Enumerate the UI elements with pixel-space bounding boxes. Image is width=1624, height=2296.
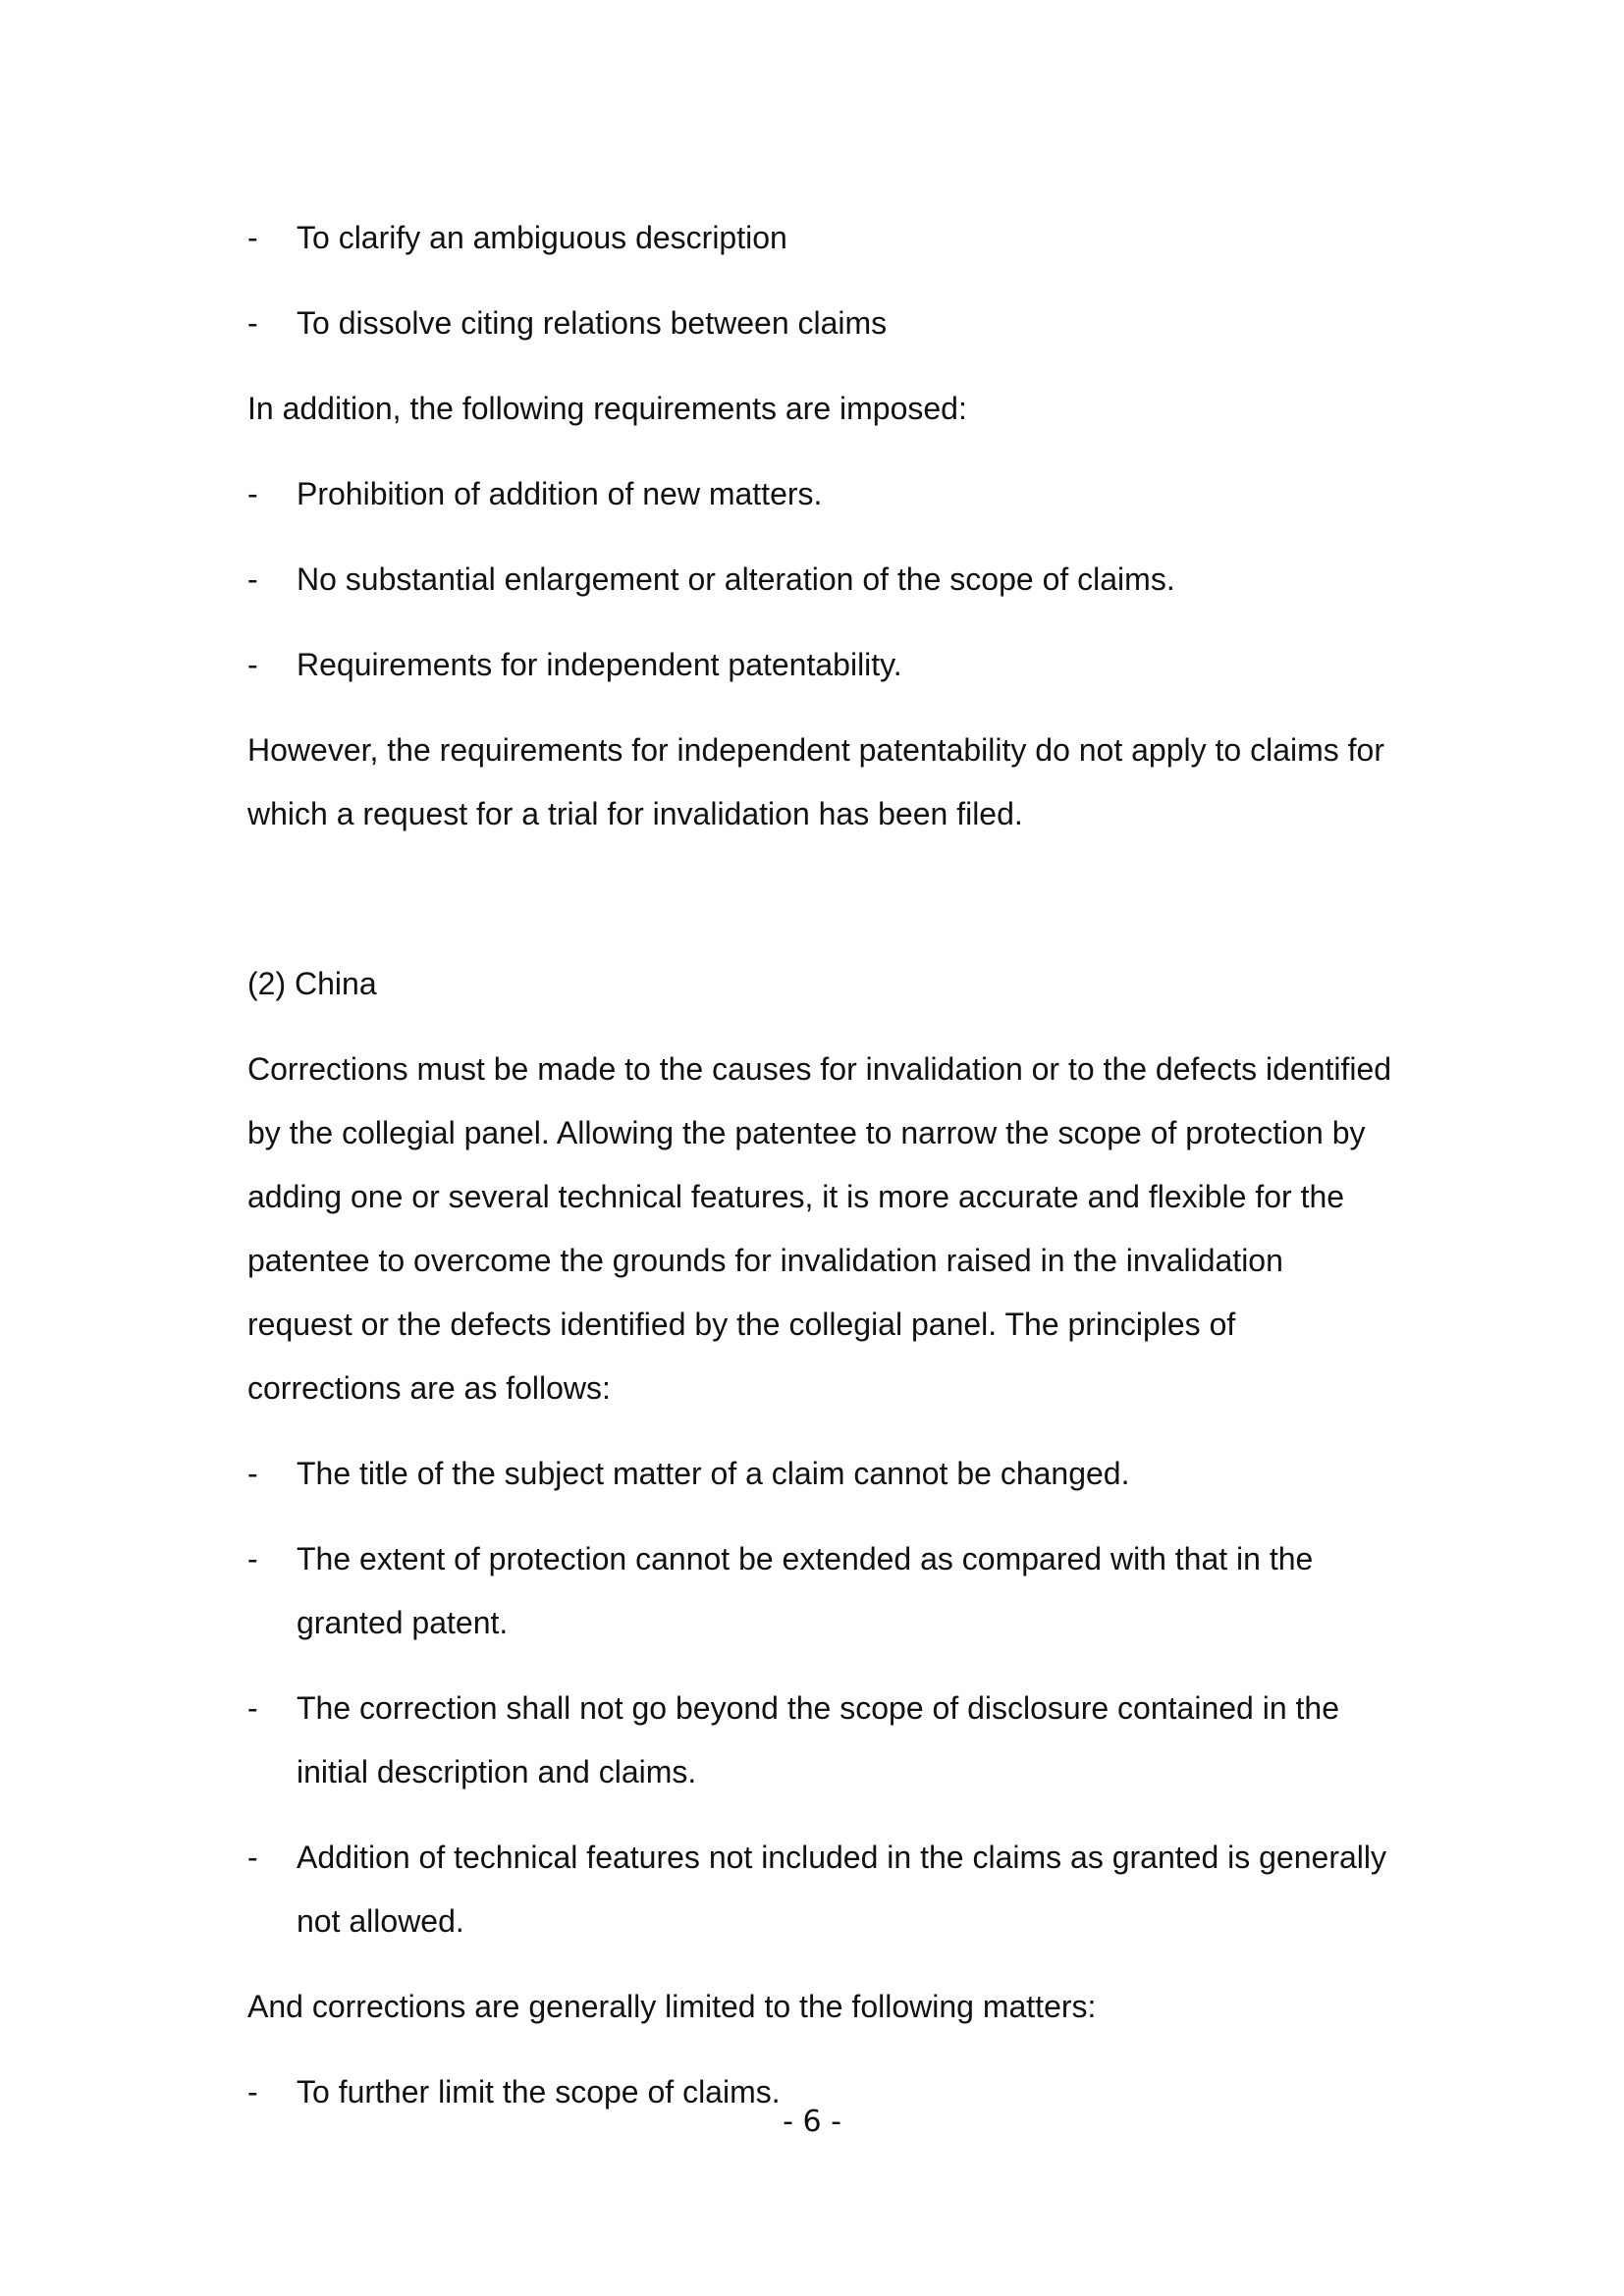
- bullet-dash: -: [247, 1690, 258, 1726]
- list-item: [247, 206, 1396, 270]
- bullet-dash: -: [247, 305, 258, 341]
- bullet-dash: -: [247, 1840, 258, 1875]
- list-item-text: To dissolve citing relations between claims: [297, 305, 888, 341]
- list-item-text: Requirements for independent patentability.: [297, 647, 902, 682]
- additional-requirements-intro: In addition, the following requirements are imposed:: [247, 391, 967, 426]
- bullet-dash: -: [247, 561, 258, 597]
- list-item-text: No substantial enlargement or alteration of the scope of claims.: [297, 561, 1175, 597]
- list-item-text: To further limit the scope of claims.: [297, 2074, 781, 2109]
- page-number: - 6 -: [783, 2105, 841, 2139]
- list-item: [247, 633, 1396, 697]
- list-item-text: Prohibition of addition of new matters.: [297, 476, 823, 511]
- china-intro-paragraph: Corrections must be made to the causes for invalidation or to the defects identified by the collegial panel. Allowing the patentee to narrow the scope of protection by adding one or several technical features, it is more accurate and flexible for the patentee to overcome the grounds for invalidation raised in the invalidation request or the defects identified by the collegial panel. The principles of corrections are as follows:: [247, 1051, 1392, 1406]
- list-item-text: The extent of protection cannot be extended as compared with that in the granted patent.: [297, 1541, 1314, 1640]
- list-item: [247, 1527, 1396, 1655]
- bullet-dash: -: [247, 2074, 258, 2109]
- list-item: [247, 1677, 1396, 1804]
- bullet-dash: -: [247, 647, 258, 682]
- list-item: [247, 462, 1396, 526]
- list-item-text: The title of the subject matter of a claim cannot be changed.: [297, 1456, 1130, 1491]
- bullet-dash: -: [247, 1541, 258, 1576]
- independent-patentability-note: However, the requirements for independent patentability do not apply to claims for which a request for a trial for invalidation has been filed.: [247, 732, 1384, 831]
- page-body: [247, 206, 1396, 2146]
- list-item: [247, 1826, 1396, 1953]
- list-item-text: Addition of technical features not included in the claims as granted is generally not allowed.: [297, 1840, 1386, 1939]
- limited-matters-intro: And corrections are generally limited to the following matters:: [247, 1989, 1097, 2024]
- bullet-dash: -: [247, 476, 258, 511]
- list-item-text: The correction shall not go beyond the scope of disclosure contained in the initial description and claims.: [297, 1690, 1339, 1789]
- section-heading-china: (2) China: [247, 966, 377, 1001]
- list-item: [247, 1442, 1396, 1506]
- list-item: [247, 292, 1396, 355]
- list-item: [247, 548, 1396, 612]
- bullet-dash: -: [247, 1456, 258, 1491]
- list-item-text: To clarify an ambiguous description: [297, 220, 787, 255]
- bullet-dash: -: [247, 220, 258, 255]
